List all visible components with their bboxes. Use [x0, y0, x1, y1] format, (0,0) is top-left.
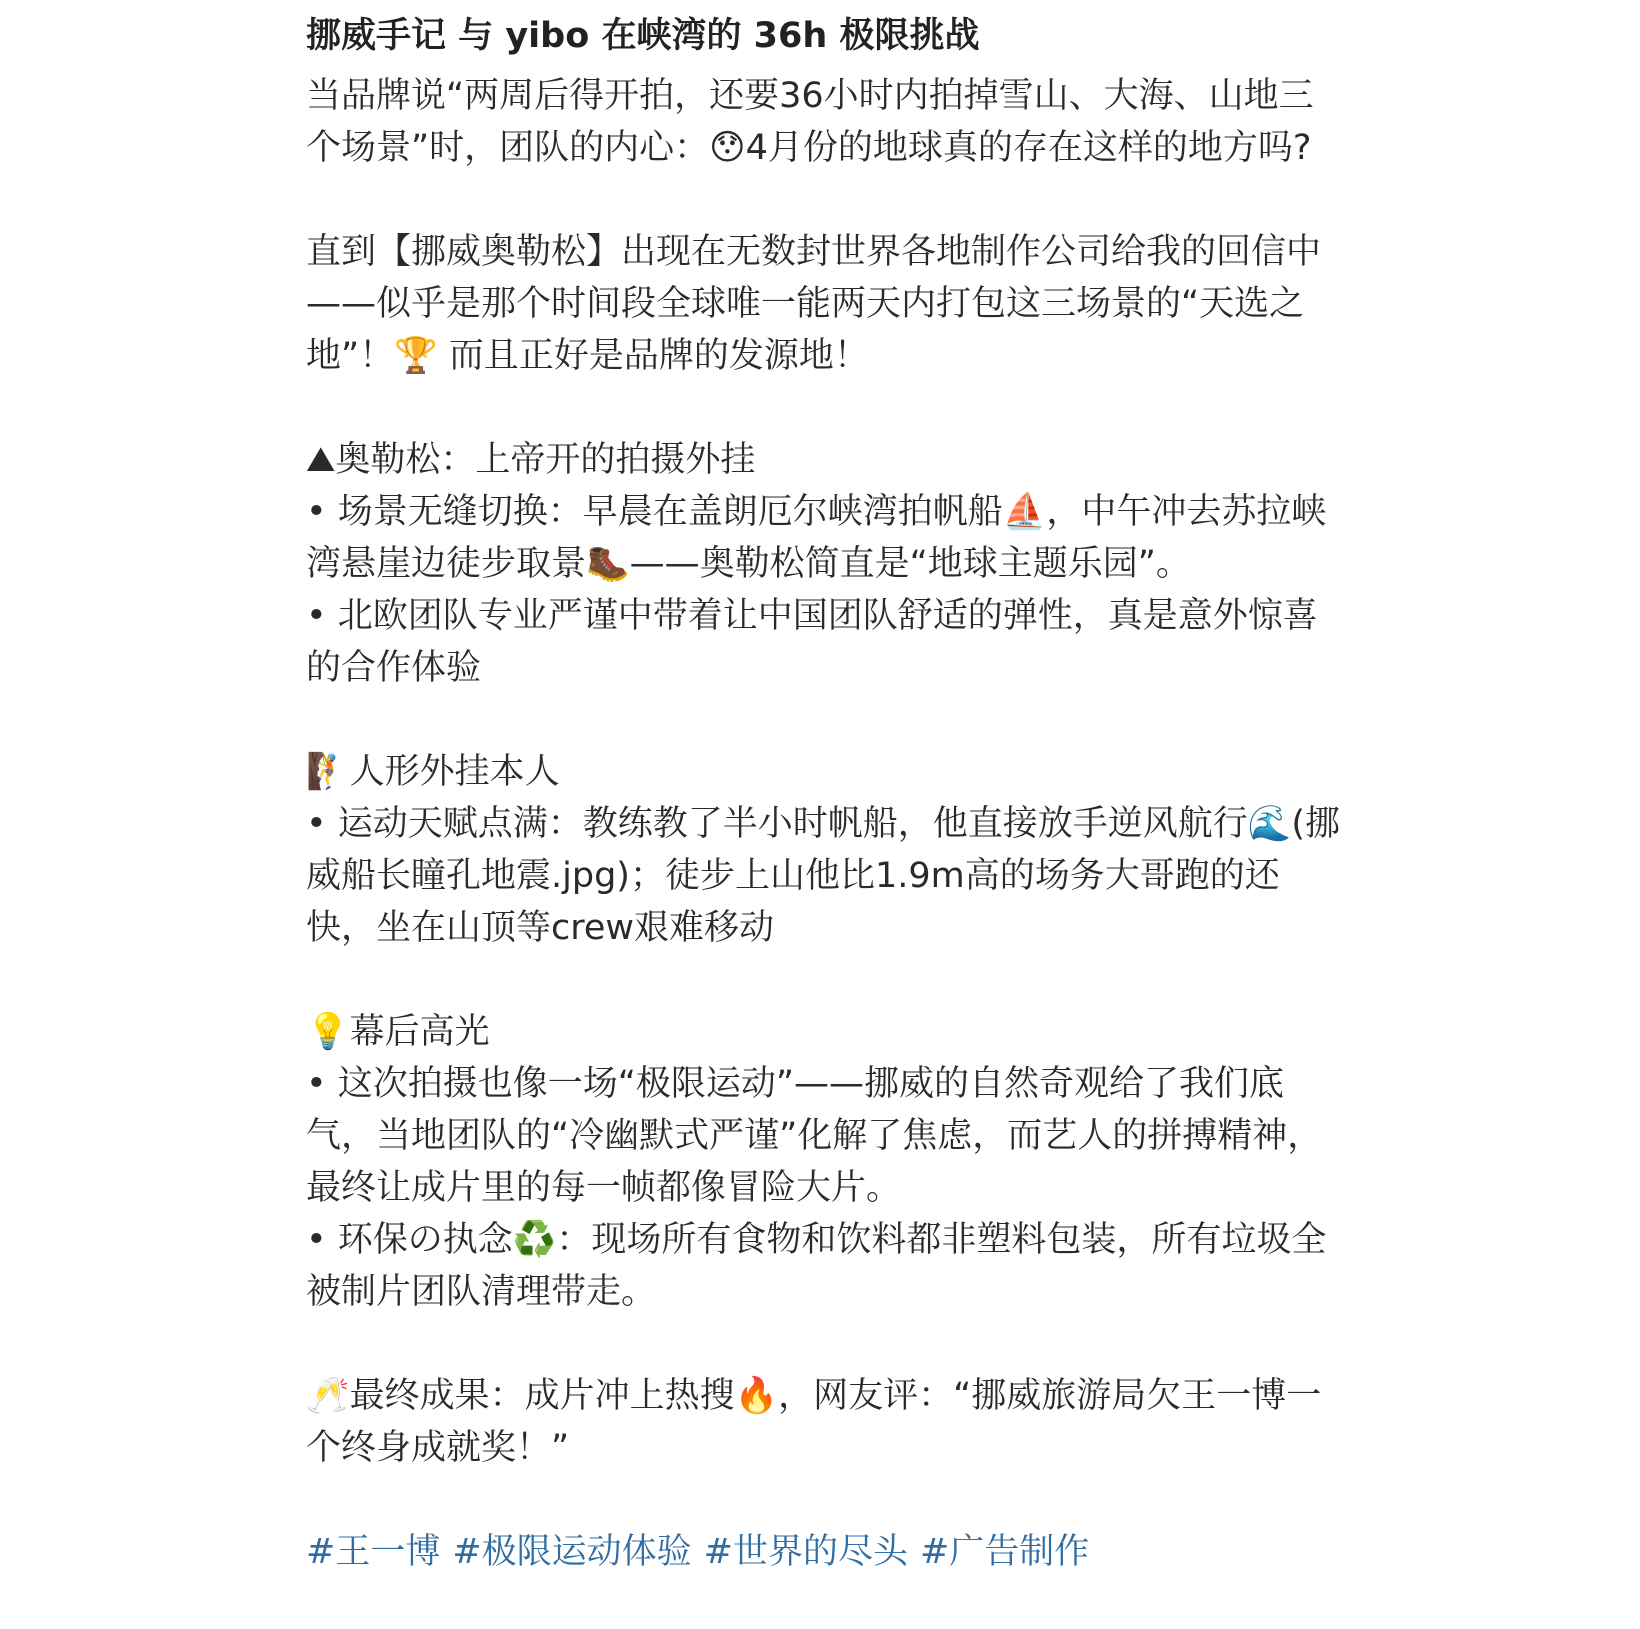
- spacer: [306, 1318, 1346, 1370]
- section-aalesund-bullet-1: • 场景无缝切换：早晨在盖朗厄尔峡湾拍帆船⛵，中午冲去苏拉峡湾悬崖边徒步取景🥾——奥勒松简直是“地球主题乐园”。: [306, 492, 1327, 584]
- post-paragraph-2: 直到【挪威奥勒松】出现在无数封世界各地制作公司给我的回信中——似乎是那个时间段全球唯一能两天内打包这三场景的“天选之地”！🏆 而且正好是品牌的发源地！: [306, 232, 1322, 376]
- spacer: [306, 382, 1346, 434]
- hashtag-list: [306, 1526, 1346, 1578]
- section-highlights-title: 幕后高光: [349, 1012, 490, 1052]
- section-aalesund-title: 奥勒松：上帝开的拍摄外挂: [335, 440, 756, 480]
- section-aalesund-heading: [306, 434, 1346, 486]
- section-highlights-bullet-2: • 环保の执念♻️：现场所有食物和饮料都非塑料包装，所有垃圾全被制片团队清理带走。: [306, 1220, 1327, 1312]
- spacer: [306, 1474, 1346, 1526]
- spacer: [306, 954, 1346, 1006]
- section-highlights-heading: [306, 1006, 1346, 1058]
- section-artist-heading: [306, 746, 1346, 798]
- spacer: [306, 694, 1346, 746]
- section-artist-title: 人形外挂本人: [349, 752, 560, 792]
- section-artist-bullet-1: • 运动天赋点满：教练教了半小时帆船，他直接放手逆风航行🌊(挪威船长瞳孔地震.jpg)；徒步上山他比1.9m高的场务大哥跑的还快，坐在山顶等crew艰难移动: [306, 804, 1341, 948]
- hashtag-link[interactable]: #王一博: [306, 1532, 441, 1572]
- hashtag-link[interactable]: #极限运动体验: [452, 1532, 692, 1572]
- section-aalesund-bullet-2: • 北欧团队专业严谨中带着让中国团队舒适的弹性，真是意外惊喜的合作体验: [306, 596, 1318, 688]
- hashtag-link[interactable]: #世界的尽头: [703, 1532, 908, 1572]
- spacer: [306, 174, 1346, 226]
- climber-icon: 🧗: [306, 752, 350, 792]
- hashtag-link[interactable]: #广告制作: [919, 1532, 1090, 1572]
- post-intro: 当品牌说“两周后得开拍，还要36小时内拍掉雪山、大海、山地三个场景”时，团队的内心：😯4月份的地球真的存在这样的地方吗?: [306, 76, 1314, 168]
- post-result: 🥂最终成果：成片冲上热搜🔥，网友评：“挪威旅游局欠王一博一个终身成就奖！”: [306, 1376, 1322, 1468]
- lightbulb-icon: 💡: [306, 1012, 350, 1052]
- section-highlights-bullet-1: • 这次拍摄也像一场“极限运动”——挪威的自然奇观给了我们底气，当地团队的“冷幽默式严谨”化解了焦虑，而艺人的拼搏精神，最终让成片里的每一帧都像冒险大片。: [306, 1064, 1323, 1208]
- mountain-icon: ⛰: [306, 440, 336, 480]
- post-content: [306, 10, 1346, 1578]
- post-title: 挪威手记 与 yibo 在峡湾的 36h 极限挑战: [306, 16, 980, 56]
